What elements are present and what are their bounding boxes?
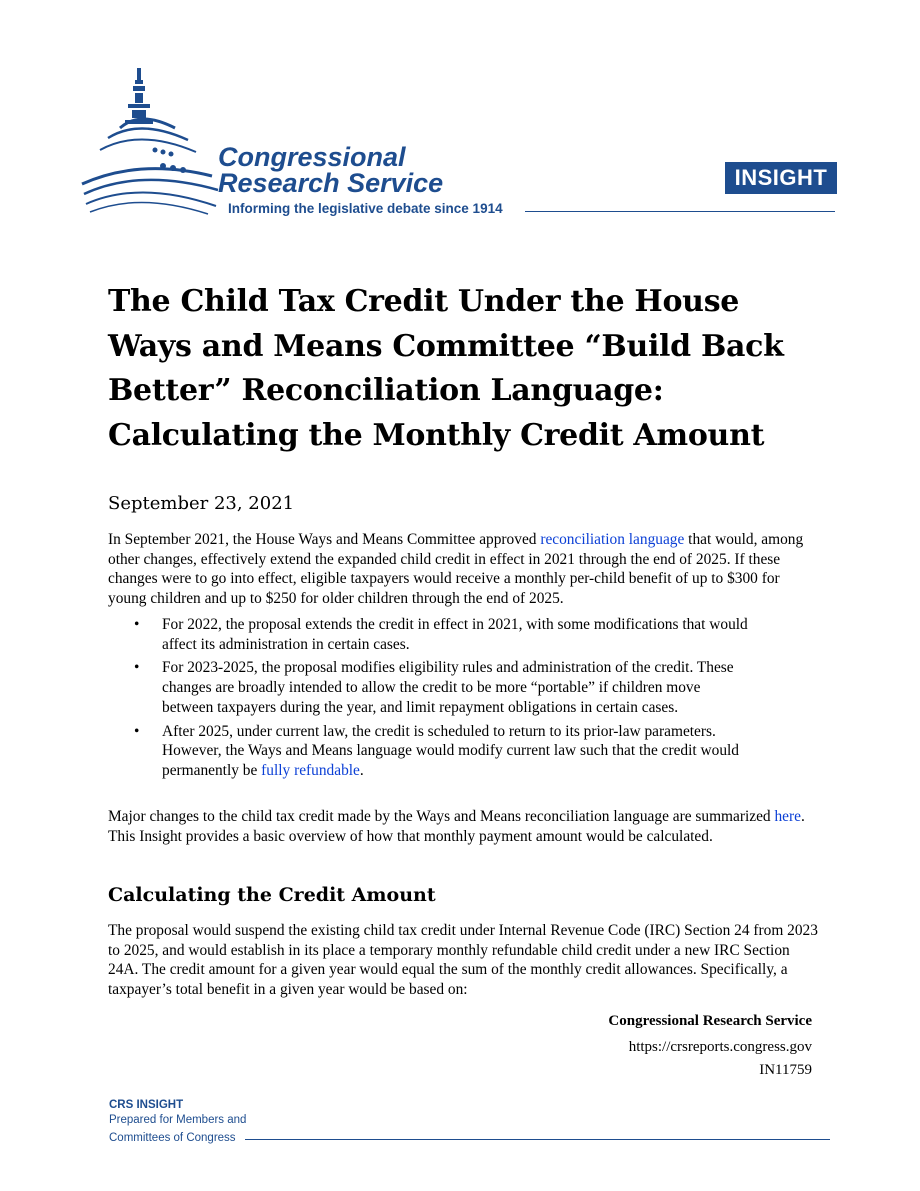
list-item: • For 2022, the proposal extends the credit in effect in 2021, with some modifications that would affect its administration in certain cases.: [134, 616, 748, 653]
section-heading: Calculating the Credit Amount: [108, 884, 436, 906]
page-title: The Child Tax Credit Under the House Ways and Means Committee “Build Back Better” Reconciliation Language: Calculating the Monthly Credit Amount: [108, 284, 784, 453]
summary-paragraph: Major changes to the child tax credit made by the Ways and Means reconciliation language are summarized here. This Insight provides a basic overview of how that monthly payment amount would be calculated.: [108, 808, 805, 845]
insight-badge: INSIGHT: [725, 162, 837, 194]
intro-paragraph: In September 2021, the House Ways and Means Committee approved reconciliation language that would, among other changes, effectively extend the expanded child credit in effect in 2021 through the end of 2025. If these changes were to go into effect, eligible taxpayers would receive a monthly per-child benefit of up to $300 for young children and up to $250 for older children through the end of 2025.: [108, 531, 804, 608]
header-divider: [525, 211, 835, 212]
report-id: IN11759: [759, 1062, 812, 1078]
footer-line2: Prepared for Members and: [109, 1114, 247, 1126]
bullet-icon: •: [134, 722, 140, 740]
footer-line3: Committees of Congress: [109, 1132, 236, 1144]
capitol-dome-logo-icon: [80, 66, 220, 216]
reconciliation-language-link[interactable]: reconciliation language: [540, 531, 685, 548]
org-name-line1: Congressional: [218, 142, 406, 172]
bullet-list: [108, 615, 820, 785]
footer-divider: [245, 1139, 830, 1140]
list-item: • For 2023-2025, the proposal modifies eligibility rules and administration of the credit. These changes are broadly intended to allow the credit to be more “portable” if children move between taxpayers during the year, and limit repayment obligations in certain cases.: [134, 659, 734, 716]
crs-url: https://crsreports.congress.gov: [628, 1039, 812, 1055]
list-item: • After 2025, under current law, the credit is scheduled to return to its prior-law parameters. However, the Ways and Means language would modify current law such that the credit would permanently be fully refundable.: [134, 722, 739, 779]
bullet-icon: •: [134, 616, 140, 633]
fully-refundable-link[interactable]: fully refundable: [261, 761, 360, 779]
footer-label: CRS INSIGHT: [109, 1099, 184, 1111]
tagline: Informing the legislative debate since 1914: [228, 201, 503, 216]
calculation-paragraph: The proposal would suspend the existing child tax credit under Internal Revenue Code (IRC) Section 24 from 2023 to 2025, and would establish in its place a temporary monthly refundable child credit under a new IRC Section 24A. The credit amount for a given year would equal the sum of the monthly credit allowances. Specifically, a taxpayer’s total benefit in a given year would be based on:: [108, 922, 818, 999]
crs-org-name: Congressional Research Service: [608, 1013, 812, 1029]
publication-date: September 23, 2021: [108, 493, 295, 514]
org-name-line2: Research Service: [218, 168, 444, 198]
here-link[interactable]: here: [774, 808, 801, 825]
bullet-icon: •: [134, 659, 140, 677]
